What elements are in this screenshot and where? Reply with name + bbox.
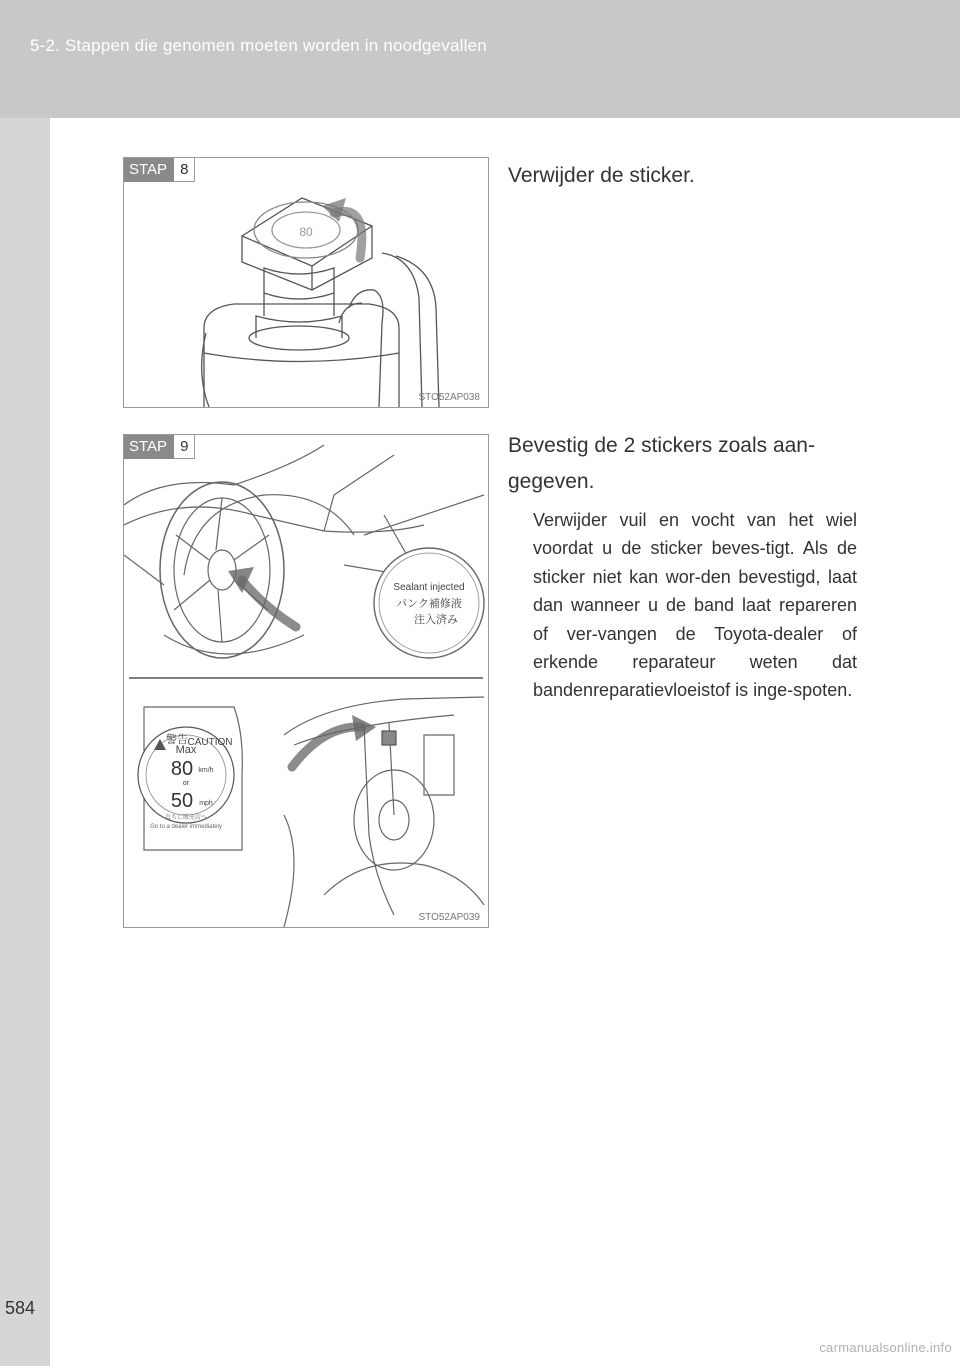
page-number: 584 <box>5 1298 36 1318</box>
figure-code: STO52AP038 <box>418 392 480 403</box>
step-9-body: Verwijder vuil en vocht van het wiel voordat u de sticker beves-tigt. Als de sticker niet kan wor-den bevestigd, laat dan wanneer u de band laat repareren of ver-vangen de Toyota-dealer of erkende reparateur weten dat bandenreparatievloeistof is inge-spoten. <box>533 510 857 701</box>
watermark: carmanualsonline.info <box>819 1340 952 1355</box>
sticker-caution-kmh-unit: km/h <box>198 767 214 774</box>
step-number: 8 <box>174 158 195 182</box>
sticker-caution-kmh: 80 <box>170 758 194 780</box>
figure-step-8 <box>123 157 489 408</box>
figure-step-9 <box>123 434 489 928</box>
step-badge <box>124 435 195 459</box>
step-number: 9 <box>174 435 195 459</box>
step-label: STAP <box>124 435 174 459</box>
car-sticker-illustration <box>124 435 488 927</box>
sticker-caution-jp-note: 直ちに販売店へ <box>164 815 208 821</box>
side-strip <box>0 118 50 1366</box>
sealant-bottle-illustration <box>124 158 488 407</box>
step-label: STAP <box>124 158 174 182</box>
sticker-caution-en-note: Go to a dealer immediately <box>150 824 222 830</box>
sticker-caution-or: or <box>182 780 190 787</box>
step-9-title: Bevestig de 2 stickers zoals aan-gegeven. <box>508 434 815 493</box>
page-header <box>0 0 960 118</box>
section-title: 5-2. Stappen die genomen moeten worden in noodgevallen <box>30 36 487 55</box>
sticker-caution-mph-unit: mph <box>199 800 213 807</box>
sticker-wheel-line2: パンク補修液 <box>396 598 462 610</box>
figure-code: STO52AP039 <box>418 912 480 923</box>
sticker-caution-word: CAUTION <box>187 737 233 748</box>
sticker-caution-mph: 50 <box>170 790 194 812</box>
sticker-wheel-line3: 注入済み <box>414 614 458 626</box>
step-8-title: Verwijder de sticker. <box>508 164 695 187</box>
sticker-caution-warning: 警告 <box>166 734 188 746</box>
sticker-wheel-line1: Sealant injected <box>393 582 465 593</box>
sticker-caution-max: Max <box>175 744 197 756</box>
svg-text:80: 80 <box>299 225 313 239</box>
step-badge <box>124 158 195 182</box>
